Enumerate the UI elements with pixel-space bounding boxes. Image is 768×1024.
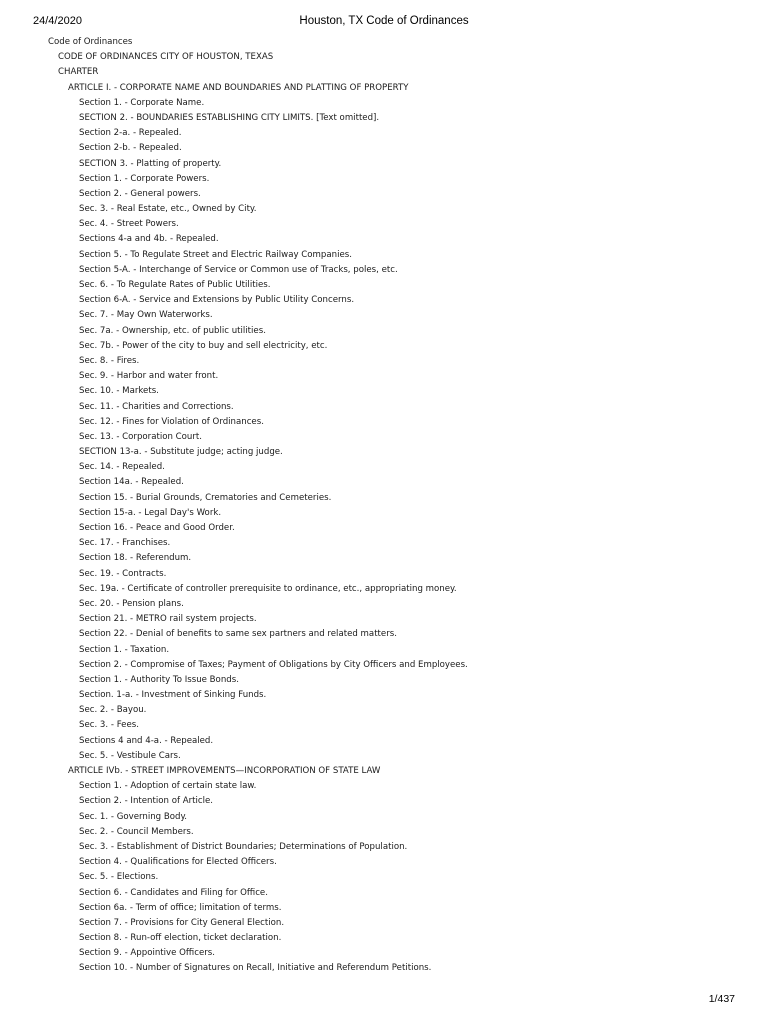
toc-section-link[interactable]: Section 1. - Corporate Name. (79, 97, 205, 108)
toc-section-link[interactable]: Section 2. - General powers. (79, 188, 201, 199)
toc-section-link[interactable]: Sec. 14. - Repealed. (79, 462, 165, 473)
toc-section-link[interactable]: Sec. 9. - Harbor and water front. (79, 371, 219, 382)
toc-section-link[interactable]: Section. 1-a. - Investment of Sinking Funds. (79, 690, 267, 701)
toc-section-link[interactable]: Section 5-A. - Interchange of Service or Common use of Tracks, poles, etc. (79, 264, 398, 275)
print-date: 24/4/2020 (33, 15, 82, 27)
toc-section-link[interactable]: Sec. 19a. - Certificate of controller prerequisite to ordinance, etc., appropriating money. (79, 583, 457, 594)
toc-section-link[interactable]: Sec. 4. - Street Powers. (79, 219, 179, 230)
toc-article-link[interactable]: ARTICLE IVb. - STREET IMPROVEMENTS—INCORPORATION OF STATE LAW (68, 766, 381, 776)
toc-section-link[interactable]: Section 15. - Burial Grounds, Crematories and Cemeteries. (79, 492, 332, 503)
toc-section-link[interactable]: Section 1. - Authority To Issue Bonds. (79, 674, 239, 685)
toc-section-link[interactable]: Section 6-A. - Service and Extensions by Public Utility Concerns. (79, 295, 355, 306)
toc-heading-link[interactable]: Code of Ordinances (48, 37, 133, 47)
toc-section-link[interactable]: Section 1. - Adoption of certain state law. (79, 781, 257, 792)
toc-section-link[interactable]: Sec. 3. - Real Estate, etc., Owned by City. (79, 204, 257, 215)
toc-section-link[interactable]: Sec. 7b. - Power of the city to buy and sell electricity, etc. (79, 340, 328, 351)
toc-section-link[interactable]: Section 1. - Corporate Powers. (79, 173, 210, 184)
toc-section-link[interactable]: SECTION 13-a. - Substitute judge; acting judge. (79, 447, 283, 458)
page-number: 1/437 (708, 993, 735, 1005)
toc-section-link[interactable]: Sec. 5. - Elections. (79, 872, 159, 883)
toc-section-link[interactable]: Section 7. - Provisions for City General Election. (79, 917, 285, 928)
toc-section-link[interactable]: Section 8. - Run-off election, ticket declaration. (79, 933, 282, 944)
toc-section-link[interactable]: Section 5. - To Regulate Street and Electric Railway Companies. (79, 249, 352, 260)
toc-section-link[interactable]: Section 2. - Compromise of Taxes; Payment of Obligations by City Officers and Employees. (79, 659, 468, 670)
toc-article-link[interactable]: ARTICLE I. - CORPORATE NAME AND BOUNDARIES AND PLATTING OF PROPERTY (68, 82, 409, 93)
toc-section-link[interactable]: Sec. 20. - Pension plans. (79, 598, 184, 609)
toc-section-link[interactable]: Sec. 2. - Council Members. (79, 826, 194, 837)
toc-section-link[interactable]: Sec. 8. - Fires. (79, 355, 140, 366)
table-of-contents (0, 35, 768, 977)
toc-section-link[interactable]: Section 2. - Intention of Article. (79, 796, 214, 807)
toc-section-link[interactable]: SECTION 2. - BOUNDARIES ESTABLISHING CITY LIMITS. [Text omitted]. (79, 112, 380, 123)
toc-section-link[interactable]: Sec. 1. - Governing Body. (79, 811, 188, 822)
toc-section-link[interactable]: Section 9. - Appointive Officers. (79, 948, 215, 959)
toc-heading-link[interactable]: CHARTER (58, 67, 99, 78)
toc-section-link[interactable]: Section 21. - METRO rail system projects. (79, 614, 257, 625)
toc-section-link[interactable]: Sec. 3. - Fees. (79, 720, 139, 731)
toc-section-link[interactable]: Section 1. - Taxation. (79, 644, 170, 655)
toc-section-link[interactable]: Section 4. - Qualifications for Elected Officers. (79, 857, 277, 868)
toc-section-link[interactable]: Sec. 6. - To Regulate Rates of Public Utilities. (79, 280, 271, 290)
toc-section-link[interactable]: Sec. 2. - Bayou. (79, 705, 147, 716)
toc-section-link[interactable]: Section 6. - Candidates and Filing for Office. (79, 887, 268, 898)
document-title: Houston, TX Code of Ordinances (299, 15, 469, 27)
toc-section-link[interactable]: Sec. 17. - Franchises. (79, 538, 171, 549)
toc-section-link[interactable]: Section 10. - Number of Signatures on Recall, Initiative and Referendum Petitions. (79, 963, 432, 974)
toc-section-link[interactable]: Sections 4-a and 4b. - Repealed. (79, 234, 219, 245)
toc-section-link[interactable]: Section 22. - Denial of benefits to same sex partners and related matters. (79, 629, 397, 640)
toc-section-link[interactable]: Section 6a. - Term of office; limitation of terms. (79, 902, 282, 913)
toc-section-link[interactable]: Section 15-a. - Legal Day's Work. (79, 507, 222, 518)
toc-section-link[interactable]: Sec. 7. - May Own Waterworks. (79, 310, 213, 321)
toc-section-link[interactable]: Sections 4 and 4-a. - Repealed. (79, 735, 214, 746)
toc-heading-link[interactable]: CODE OF ORDINANCES CITY OF HOUSTON, TEXAS (58, 52, 274, 63)
toc-section-link[interactable]: SECTION 3. - Platting of property. (79, 158, 222, 169)
toc-section-link[interactable]: Section 16. - Peace and Good Order. (79, 523, 235, 533)
toc-section-link[interactable]: Sec. 10. - Markets. (79, 386, 159, 397)
toc-section-link[interactable]: Sec. 5. - Vestibule Cars. (79, 750, 181, 761)
toc-section-link[interactable]: Sec. 12. - Fines for Violation of Ordinances. (79, 416, 264, 427)
toc-section-link[interactable]: Sec. 7a. - Ownership, etc. of public utilities. (79, 325, 266, 336)
toc-section-link[interactable]: Sec. 19. - Contracts. (79, 568, 167, 579)
toc-section-link[interactable]: Sec. 11. - Charities and Corrections. (79, 401, 234, 412)
toc-section-link[interactable]: Section 14a. - Repealed. (79, 477, 184, 488)
toc-section-link[interactable]: Sec. 13. - Corporation Court. (79, 431, 202, 442)
toc-section-link[interactable]: Sec. 3. - Establishment of District Boundaries; Determinations of Population. (79, 841, 408, 852)
toc-section-link[interactable]: Section 2-b. - Repealed. (79, 143, 182, 154)
toc-section-link[interactable]: Section 18. - Referendum. (79, 553, 192, 564)
toc-section-link[interactable]: Section 2-a. - Repealed. (79, 128, 182, 139)
